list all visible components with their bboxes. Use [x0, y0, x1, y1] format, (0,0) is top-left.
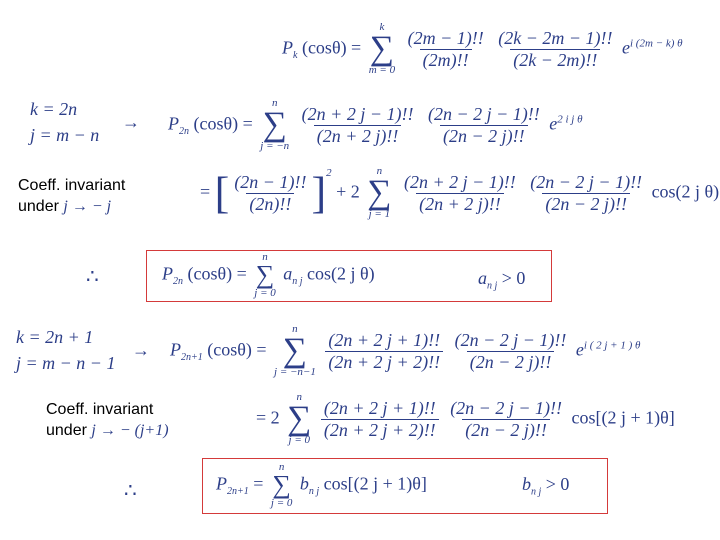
pk-subscript: k	[293, 49, 298, 61]
exp-power: 2 i j θ	[557, 113, 583, 126]
frac-den: (2n + 2 j + 2)!!	[321, 419, 439, 441]
bracket-power: 2	[326, 167, 332, 180]
sum-lower-limit: j = −n−1	[274, 366, 316, 379]
fraction-2	[452, 330, 570, 373]
p2n-argument: (cosθ) =	[193, 113, 253, 134]
p2n1-symbol: P	[216, 473, 227, 494]
label-under: under	[46, 421, 87, 439]
cond-symbol: b	[522, 474, 531, 494]
p2n1-subscript: 2n+1	[227, 486, 249, 498]
sigma-icon: ∑	[262, 106, 287, 143]
summation-j	[274, 324, 316, 378]
summation-j	[271, 462, 292, 509]
condition-b-positive	[522, 474, 569, 498]
summation-j	[260, 98, 289, 152]
cond-subscript: n j	[531, 486, 542, 498]
fraction-2	[447, 398, 565, 441]
frac-den: (2m)!!	[420, 49, 472, 71]
equation-p2n1-result	[216, 462, 427, 509]
exp-power: i ( 2 j + 1 ) θ	[583, 339, 641, 352]
fraction-1	[299, 104, 417, 147]
equation-p2n	[168, 98, 583, 152]
frac-num: (2n + 2 j − 1)!!	[404, 171, 516, 192]
label-line1: Coeff. invariant	[46, 401, 154, 418]
coefficient-subscript: n j	[292, 276, 303, 288]
frac-den: (2n + 2 j)!!	[314, 125, 402, 147]
cos-term: cos(2 j θ)	[307, 263, 375, 284]
right-bracket-icon: ]	[311, 168, 327, 218]
equation-even-symmetric	[200, 166, 719, 220]
coefficient-subscript: n j	[308, 486, 320, 498]
frac-num: (2n − 1)!!	[234, 171, 307, 192]
frac-num: (2n − 2 j − 1)!!	[450, 397, 562, 418]
sigma-icon: ∑	[367, 174, 392, 211]
sub-j-line: j = m − n − 1	[16, 353, 116, 374]
sum-lower-limit: j = −n	[260, 140, 290, 153]
frac-num: (2n + 2 j − 1)!!	[301, 103, 414, 124]
equation-odd-symmetric	[256, 392, 675, 446]
frac-den: (2k − 2m)!!	[510, 49, 600, 71]
pk-symbol: P	[282, 37, 293, 58]
exp-base: e	[621, 37, 630, 58]
p2n-subscript: 2n	[179, 125, 189, 137]
fraction-1	[325, 330, 443, 373]
p2n-symbol: P	[168, 113, 179, 134]
equation-p2n-result	[162, 252, 375, 299]
sum-lower-limit: j = 0	[270, 496, 293, 509]
fraction-2	[425, 104, 543, 147]
coefficient-a: a	[283, 263, 293, 284]
label-odd-invariant	[46, 400, 169, 442]
p2n-symbol: P	[162, 263, 173, 284]
frac-den: (2n − 2 j)!!	[462, 419, 550, 441]
even-substitution	[30, 96, 99, 148]
fraction-1	[401, 172, 519, 215]
label-mapping: j → − j	[63, 197, 112, 215]
odd-substitution	[16, 324, 115, 376]
sum-upper-limit: n	[278, 461, 285, 473]
frac-den: (2n − 2 j)!!	[542, 193, 630, 215]
fraction-2	[495, 28, 615, 71]
arrow-icon: →	[132, 340, 150, 360]
sum-upper-limit: n	[292, 323, 298, 335]
label-under: under	[18, 197, 59, 215]
frac-num: (2n − 2 j − 1)!!	[427, 103, 540, 124]
coefficient-b: b	[299, 473, 309, 494]
label-line1: Coeff. invariant	[18, 177, 126, 194]
frac-den: (2n + 2 j)!!	[416, 193, 504, 215]
p2n-argument: (cosθ) =	[187, 263, 247, 284]
equals-two: = 2	[256, 407, 280, 428]
sub-k-line: k = 2n + 1	[16, 327, 94, 347]
left-bracket-icon: [	[214, 168, 230, 218]
cond-relation: > 0	[545, 474, 570, 494]
condition-a-positive	[478, 268, 525, 292]
exp-base: e	[575, 339, 584, 360]
cond-symbol: a	[478, 268, 487, 288]
frac-den: (2n)!!	[246, 193, 294, 215]
sum-upper-limit: n	[376, 165, 383, 177]
fraction-2	[527, 172, 645, 215]
label-mapping: j → − (j+1)	[91, 421, 169, 439]
cos-term: cos[(2 j + 1)θ]	[323, 473, 427, 494]
frac-num: (2n + 2 j + 1)!!	[328, 329, 441, 350]
sum-upper-limit: k	[379, 21, 385, 33]
sigma-icon: ∑	[272, 470, 291, 499]
sum-upper-limit: n	[271, 97, 278, 109]
summation-j	[367, 166, 391, 220]
label-even-invariant	[18, 176, 125, 218]
p2n1-argument: (cosθ) =	[207, 339, 267, 360]
sum-lower-limit: j = 0	[254, 286, 276, 299]
sub-j-line: j = m − n	[30, 125, 100, 146]
equation-general-pk	[282, 22, 683, 76]
bracket-fraction	[231, 172, 309, 215]
cond-subscript: n j	[487, 280, 498, 292]
sum-upper-limit: n	[262, 251, 268, 263]
frac-num: (2k − 2m − 1)!!	[498, 27, 613, 48]
sum-upper-limit: n	[296, 391, 303, 403]
cos-term: cos[(2 j + 1)θ]	[571, 407, 675, 428]
sub-k-line: k = 2n	[30, 99, 78, 119]
cond-relation: > 0	[501, 268, 526, 288]
sigma-icon: ∑	[255, 260, 275, 289]
frac-den: (2n − 2 j)!!	[440, 125, 528, 147]
sum-lower-limit: m = 0	[368, 64, 396, 77]
p2n-subscript: 2n	[173, 276, 183, 288]
sum-lower-limit: j = 1	[368, 208, 391, 221]
frac-num: (2n − 2 j − 1)!!	[530, 171, 643, 192]
summation-j	[254, 252, 275, 299]
summation-j	[287, 392, 311, 446]
frac-num: (2n − 2 j − 1)!!	[454, 329, 567, 350]
equals-sign: =	[200, 181, 211, 202]
sigma-icon: ∑	[369, 30, 395, 67]
therefore-icon: ∴	[124, 480, 137, 502]
plus-two: + 2	[336, 181, 360, 202]
frac-den: (2n − 2 j)!!	[467, 351, 555, 373]
therefore-icon: ∴	[86, 266, 99, 288]
cos-term: cos(2 j θ)	[651, 181, 720, 202]
arrow-icon: →	[122, 112, 140, 132]
frac-num: (2n + 2 j + 1)!!	[323, 397, 436, 418]
sigma-icon: ∑	[287, 400, 312, 437]
frac-den: (2n + 2 j + 2)!!	[325, 351, 443, 373]
equation-p2n1	[170, 324, 640, 378]
frac-num: (2m − 1)!!	[407, 27, 484, 48]
pk-argument: (cosθ) =	[301, 37, 362, 58]
exp-base: e	[549, 113, 558, 134]
summation-m	[369, 22, 395, 76]
fraction-1	[405, 28, 487, 71]
exp-power: i (2m − k) θ	[629, 37, 683, 50]
sigma-icon: ∑	[282, 332, 308, 369]
sum-lower-limit: j = 0	[288, 434, 311, 447]
p2n1-subscript: 2n+1	[181, 351, 203, 363]
fraction-1	[321, 398, 439, 441]
equals-sign: =	[253, 473, 264, 494]
p2n1-symbol: P	[170, 339, 181, 360]
